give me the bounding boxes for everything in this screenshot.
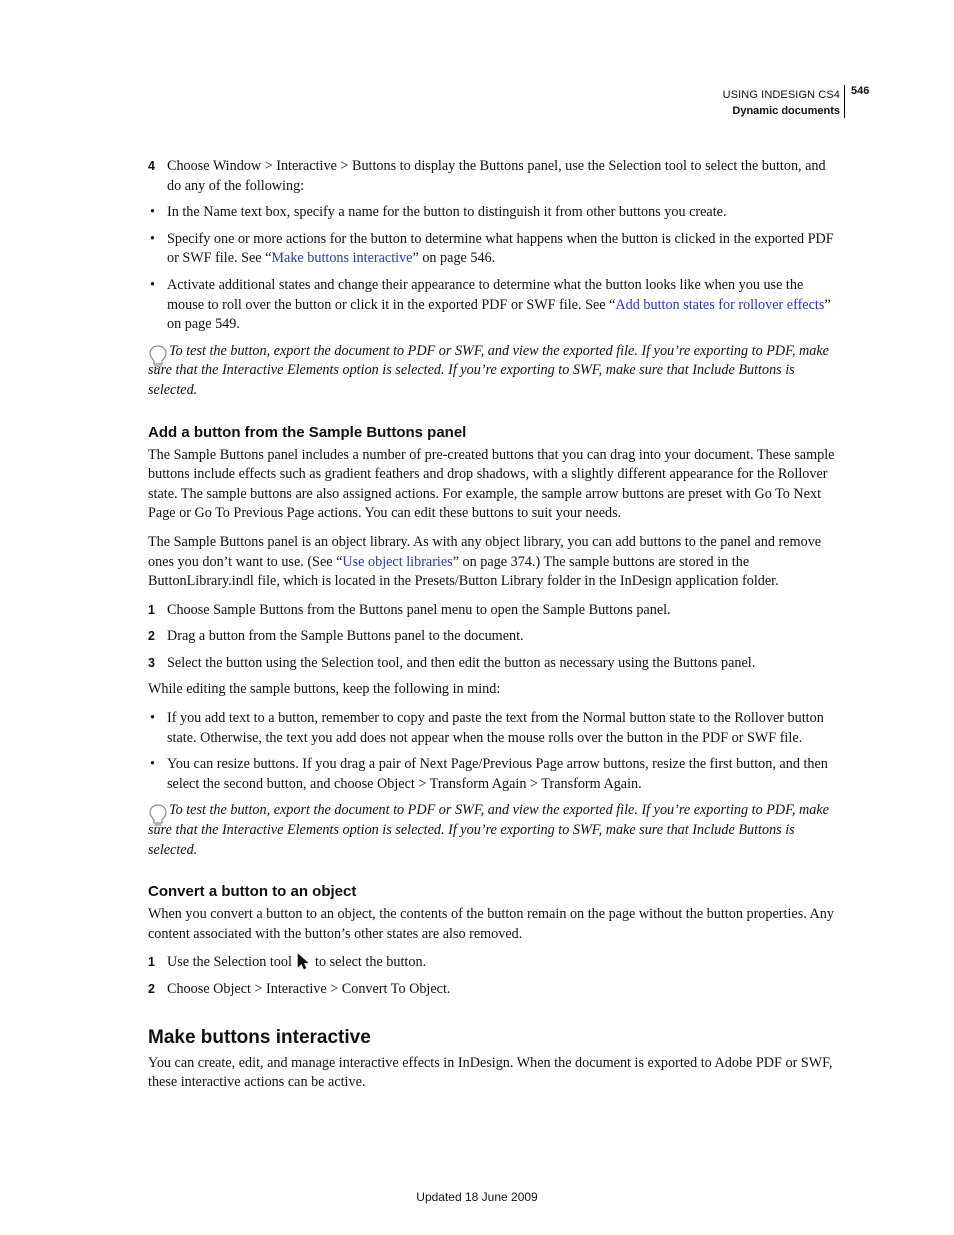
step-text: Choose Sample Buttons from the Buttons panel menu to open the Sample Buttons panel.	[167, 601, 671, 618]
bullet-text: Specify one or more actions for the button to determine what happens when the button is clicked in the exported PDF or SWF file. See “	[167, 230, 834, 267]
step-text-end: to select the button.	[315, 954, 427, 971]
step-number: 2	[148, 629, 155, 644]
bullet-dot: •	[150, 276, 155, 293]
step-4	[148, 157, 842, 196]
lightbulb-icon	[148, 344, 168, 372]
tip-text: To test the button, export the document to PDF or SWF, and view the exported file. If you’re exporting to PDF, make sure that the Interactive Elements option is selected. If you’re exporting to SWF, make sure that Include Buttons is selected.	[148, 342, 829, 398]
page-number: 546	[851, 85, 870, 97]
bullet-text: If you add text to a button, remember to copy and paste the text from the Normal button state to the Rollover button state. Otherwise, the text you add does not appear when the mouse rolls over the button in the PDF or SWF file.	[167, 710, 824, 746]
bullet-text-end: ” on page 546.	[412, 250, 496, 267]
paragraph-text: The Sample Buttons panel is an object library. As with any object library, you can add buttons to the panel and remove ones you don’t want to use. (See “	[148, 533, 822, 570]
paragraph: You can create, edit, and manage interactive effects in InDesign. When the document is exported to Adobe PDF or SWF, these interactive actions can be active.	[148, 1054, 833, 1091]
step-3	[148, 654, 842, 674]
heading-convert-button: Convert a button to an object	[148, 883, 357, 901]
bullet-item	[148, 276, 842, 335]
footer-updated: Updated 18 June 2009	[416, 1190, 538, 1204]
link-use-object-libraries[interactable]: Use object libraries	[342, 553, 453, 570]
link-add-button-states[interactable]: Add button states for rollover effects	[615, 296, 825, 313]
step-text: Use the Selection tool	[167, 954, 292, 971]
step-number: 4	[148, 159, 155, 173]
page-content	[148, 157, 842, 1093]
paragraph: The Sample Buttons panel includes a number of pre-created buttons that you can drag into your document. These sample buttons include effects such as gradient feathers and drop shadows, with a slightly different appearance for the Rollover state. The sample buttons are also assigned actions. For example, the sample arrow buttons are preset with Go To Next Page or Go To Previous Page actions. You can edit these buttons to suit your needs.	[148, 446, 835, 522]
bullet-item	[148, 203, 842, 223]
step-1	[148, 953, 842, 973]
bullet-dot: •	[150, 710, 155, 727]
step-text: Drag a button from the Sample Buttons panel to the document.	[167, 628, 524, 645]
paragraph-text-end: ” on page 374.) The sample buttons are stored in the ButtonLibrary.indl file, which is located in the Presets/Button Library folder in the InDesign application folder.	[148, 553, 779, 590]
bullet-dot: •	[150, 756, 155, 773]
step-number: 2	[148, 982, 155, 996]
selection-tool-icon	[297, 953, 309, 970]
paragraph	[148, 533, 842, 592]
step-number: 1	[148, 955, 155, 970]
paragraph: When you convert a button to an object, the contents of the button remain on the page without the button properties. Any content associated with the button’s other states are also removed.	[148, 906, 834, 942]
bullet-text: Activate additional states and change their appearance to determine what the button looks like when you use the mouse to roll over the button or click it in the exported PDF or SWF file. See “	[167, 276, 804, 313]
tip-note	[148, 342, 842, 401]
step-2	[148, 980, 842, 1000]
step-text: Choose Window > Interactive > Buttons to display the Buttons panel, use the Selection tool to select the button, and do any of the following:	[167, 158, 826, 194]
heading-make-buttons-interactive: Make buttons interactive	[148, 1026, 371, 1048]
header-divider	[844, 85, 845, 118]
lightbulb-icon	[148, 803, 168, 831]
header-text	[723, 87, 840, 119]
step-text: Choose Object > Interactive > Convert To Object.	[167, 981, 451, 997]
bullet-item	[148, 709, 842, 748]
link-make-buttons-interactive[interactable]: Make buttons interactive	[271, 250, 413, 267]
step-1	[148, 601, 842, 621]
bullet-text: You can resize buttons. If you drag a pair of Next Page/Previous Page arrow buttons, resize the first button, and then select the second button, and choose Object > Transform Again > Transform Again.	[167, 756, 828, 792]
bullet-dot: •	[150, 230, 155, 247]
bullet-item	[148, 755, 842, 794]
step-text: Select the button using the Selection tool, and then edit the button as necessary using the Buttons panel.	[167, 654, 756, 671]
book-title: USING INDESIGN CS4	[722, 89, 840, 101]
tip-text: To test the button, export the document to PDF or SWF, and view the exported file. If you’re exporting to PDF, make sure that the Interactive Elements option is selected. If you’re exporting to SWF, make sure that Include Buttons is selected.	[148, 802, 829, 858]
bullet-text-end: ” on page 549.	[167, 296, 831, 333]
bullet-item	[148, 230, 842, 269]
step-number: 3	[148, 655, 155, 670]
section-title: Dynamic documents	[732, 105, 840, 117]
step-number: 1	[148, 602, 155, 617]
heading-add-sample-button: Add a button from the Sample Buttons panel	[148, 423, 467, 441]
bullet-text: In the Name text box, specify a name for the button to distinguish it from other buttons you create.	[167, 204, 727, 221]
step-2	[148, 627, 842, 647]
bullet-dot: •	[150, 204, 155, 221]
tip-note	[148, 801, 842, 860]
paragraph: While editing the sample buttons, keep the following in mind:	[148, 681, 501, 698]
